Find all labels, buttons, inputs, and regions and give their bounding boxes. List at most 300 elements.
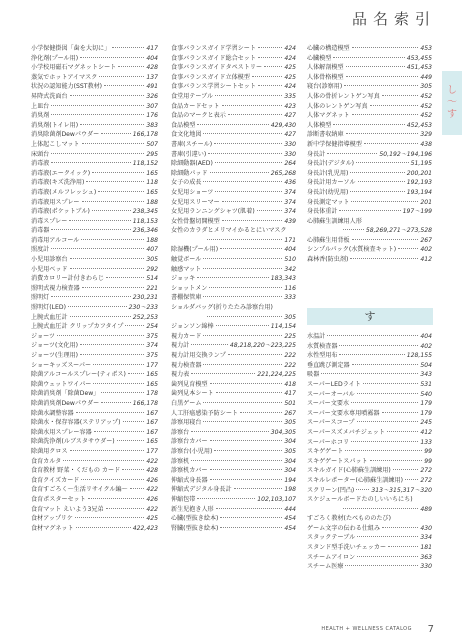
entry-page: 102,103,107 — [257, 495, 296, 503]
entry-term: 診察用寝台 — [171, 419, 202, 427]
entry-page: 426 — [146, 495, 158, 503]
leader-dots — [128, 373, 144, 374]
entry-page: 118 — [146, 179, 158, 187]
index-entry — [31, 140, 158, 150]
entry-page: 436 — [284, 179, 296, 187]
index-entry — [171, 207, 296, 217]
leader-dots — [370, 105, 419, 106]
entry-page: 404 — [284, 246, 296, 254]
index-entry — [31, 485, 158, 495]
entry-page: 222 — [284, 361, 296, 369]
index-entry — [31, 341, 158, 351]
entry-page: 116 — [284, 284, 296, 292]
index-entry — [171, 150, 296, 160]
leader-dots — [197, 124, 268, 125]
index-column-2 — [171, 44, 296, 533]
leader-dots — [343, 229, 364, 230]
index-entry — [31, 102, 158, 112]
index-entry — [171, 437, 296, 447]
entry-page: 335 — [284, 92, 296, 100]
entry-page: 133 — [420, 438, 432, 446]
entry-page: 179 — [420, 409, 432, 417]
entry-page: 342 — [284, 265, 296, 273]
entry-term: 診察台カバー — [171, 438, 208, 446]
leader-dots — [215, 95, 282, 96]
entry-term: 身長計(デジタル) — [307, 160, 355, 168]
entry-term: 食事バランスガイド学習シート — [171, 45, 256, 52]
leader-dots — [203, 133, 282, 134]
leader-dots — [339, 354, 404, 355]
entry-page: 265,268 — [270, 169, 296, 177]
leader-dots — [216, 508, 283, 509]
leader-dots — [51, 229, 131, 230]
leader-dots — [112, 47, 144, 48]
entry-term: 除湿機(プール用) — [171, 246, 219, 254]
index-entry — [307, 562, 432, 572]
entry-page: 99 — [424, 448, 432, 456]
index-entry — [171, 217, 296, 227]
leader-dots — [51, 114, 144, 115]
entry-term: 吸器 — [307, 371, 320, 379]
index-entry — [31, 514, 158, 524]
leader-dots — [123, 421, 145, 422]
entry-term: 消毒液(エークイック) — [31, 169, 91, 177]
entry-term: 浄化剤(プール用) — [31, 54, 79, 62]
entry-page: 418 — [284, 380, 296, 388]
entry-page: 188 — [146, 198, 158, 206]
leader-dots — [357, 536, 418, 537]
index-entry — [307, 543, 432, 553]
leader-dots — [357, 393, 419, 394]
entry-page: 427 — [284, 131, 296, 139]
leader-dots — [351, 441, 418, 442]
entry-term: 歯列見育模型 — [171, 380, 208, 388]
leader-dots — [70, 95, 145, 96]
entry-page: 330 — [284, 140, 296, 148]
index-entry — [31, 159, 158, 169]
entry-term: 食育すごろく〜生活リサイクル編〜 — [31, 486, 128, 494]
entry-term: 食事バランスガイド総合セット — [171, 54, 256, 62]
entry-page: 165 — [146, 371, 158, 379]
leader-dots — [258, 85, 282, 86]
index-entry — [171, 73, 296, 83]
entry-page: 449 — [420, 73, 432, 81]
entry-term: 上体起こしマット — [31, 140, 80, 148]
index-column-3 — [307, 44, 432, 265]
entry-term: スーパーオーバル — [307, 390, 355, 398]
leader-dots — [203, 402, 282, 403]
entry-page: 167 — [146, 419, 158, 427]
leader-dots — [351, 402, 418, 403]
leader-dots — [82, 143, 145, 144]
entry-page: 292 — [146, 265, 158, 273]
entry-page: 428 — [146, 64, 158, 72]
entry-page: 330 — [284, 150, 296, 158]
entry-term: 上皿台 — [31, 102, 50, 110]
entry-page: 417 — [146, 45, 158, 52]
leader-dots — [339, 210, 400, 211]
leader-dots — [117, 440, 145, 441]
index-entry — [307, 447, 432, 457]
leader-dots — [228, 114, 283, 115]
entry-term: 食事バランスガイドタペストリー — [171, 64, 263, 72]
leader-dots — [220, 527, 282, 528]
index-side-tab[interactable] — [442, 71, 462, 135]
entry-term: 消毒スプレー — [31, 217, 68, 225]
entry-term: 照明灯 — [31, 294, 50, 302]
entry-term: 小児用診察台 — [31, 256, 68, 264]
entry-page: 422,423 — [132, 524, 158, 532]
leader-dots — [228, 354, 283, 355]
entry-term: 除菌消臭剤「除菌Dew」 — [31, 390, 100, 398]
index-entry — [171, 476, 296, 486]
entry-term: 照明灯(LED) — [31, 304, 66, 312]
leader-dots — [51, 162, 131, 163]
entry-page: 510 — [284, 256, 296, 264]
leader-dots — [94, 431, 145, 432]
index-entry — [31, 265, 158, 275]
leader-dots — [197, 498, 255, 499]
leader-dots — [207, 316, 282, 317]
entry-page: 167 — [146, 409, 158, 417]
entry-page: 402 — [420, 246, 432, 254]
entry-term: 身長体重計 — [307, 208, 338, 216]
index-entry — [31, 428, 158, 438]
index-entry — [31, 313, 158, 323]
leader-dots — [234, 488, 283, 489]
entry-term: 小学校用磁石マグネットシート — [31, 64, 117, 72]
entry-term: 腎臓(型抜き絵本) — [171, 524, 219, 532]
entry-page: 305 — [420, 83, 432, 91]
index-entry — [31, 409, 158, 419]
entry-term: 心肺蘇生用背板 — [307, 236, 350, 244]
entry-term: 蒸気でホットアイマスク — [31, 73, 98, 81]
page-title: 品名索引 — [351, 10, 436, 28]
entry-page: 383 — [146, 121, 158, 129]
leader-dots — [350, 172, 404, 173]
entry-term: スチーム医療 — [307, 563, 344, 571]
index-entry — [171, 140, 296, 150]
leader-dots — [350, 258, 418, 259]
entry-term: 食堂用テーブル — [171, 92, 214, 100]
leader-dots — [344, 85, 418, 86]
leader-dots — [81, 239, 144, 240]
entry-term: 書庫(スチール) — [171, 140, 213, 148]
index-entry — [171, 54, 296, 64]
leader-dots — [215, 191, 282, 192]
entry-term: 消毒液用スプレー — [31, 198, 80, 206]
leader-dots — [346, 76, 419, 77]
entry-page: 491 — [146, 83, 158, 91]
entry-term: 消毒用アルコール — [31, 236, 80, 244]
entry-page: 176 — [146, 112, 158, 120]
leader-dots — [203, 296, 282, 297]
index-entry — [31, 207, 158, 217]
entry-page: 254 — [146, 323, 158, 331]
entry-term: 消臭剤(トイレ用) — [31, 121, 79, 129]
entry-term: 人体骨格模型 — [307, 73, 344, 81]
leader-dots — [88, 498, 145, 499]
entry-page: 422 — [146, 505, 158, 513]
leader-dots — [350, 191, 404, 192]
entry-term: 食品カードセット — [171, 102, 220, 110]
entry-term: 触覚ボール — [171, 256, 202, 264]
index-entry — [171, 322, 296, 332]
entry-term: 人体マグネット — [307, 112, 350, 120]
entry-term: スタックテーブル — [307, 534, 356, 542]
leader-dots — [69, 220, 130, 221]
entry-term: 女児用ランニングシャツ(肌着) — [171, 208, 255, 216]
entry-term: ジョッキ — [171, 275, 196, 283]
leader-dots — [398, 248, 418, 249]
entry-page: 177 — [146, 447, 158, 455]
entry-term: 歯列見本シート — [171, 390, 214, 398]
index-entry — [171, 188, 296, 198]
index-entry — [171, 399, 296, 409]
leader-dots — [346, 66, 405, 67]
entry-term: 除菌ウェットワイパー — [31, 380, 92, 388]
index-entry — [31, 293, 158, 303]
entry-term: 水性型用布 — [307, 352, 338, 360]
index-entry — [31, 476, 158, 486]
index-entry — [171, 457, 296, 467]
index-entry — [171, 389, 296, 399]
entry-page: 267 — [420, 236, 432, 244]
index-entry — [171, 505, 296, 515]
leader-dots — [51, 248, 144, 249]
leader-dots — [203, 364, 282, 365]
entry-term: 心臓模型 — [307, 54, 332, 62]
index-entry — [171, 198, 296, 208]
entry-page: 178 — [146, 390, 158, 398]
entry-term: スチームアイロン — [307, 553, 356, 561]
index-entry — [31, 361, 158, 371]
index-entry — [31, 370, 158, 380]
entry-page: 272 — [420, 476, 432, 484]
index-entry — [307, 140, 432, 150]
index-entry — [171, 466, 296, 476]
entry-term: 触感マット — [171, 265, 202, 273]
leader-dots — [86, 181, 144, 182]
index-entry — [31, 389, 158, 399]
entry-page: 197〜199 — [402, 208, 432, 216]
index-entry — [171, 341, 296, 351]
entry-term: 伸縮包帯 — [171, 495, 196, 503]
entry-term: ゲーム文字の伝わる仕組み — [307, 524, 381, 532]
entry-term: ジョーツ(文化用) — [31, 342, 79, 350]
leader-dots — [345, 565, 418, 566]
leader-dots — [222, 201, 283, 202]
index-entry — [307, 198, 432, 208]
entry-page: 50,192〜194,196 — [379, 150, 432, 158]
index-entry — [307, 370, 432, 380]
entry-term: 身長計用カーソル — [307, 179, 356, 187]
index-entry — [171, 293, 296, 303]
index-entry — [31, 44, 158, 54]
index-entry — [31, 236, 158, 246]
leader-dots — [203, 268, 282, 269]
index-entry — [307, 418, 432, 428]
index-entry — [171, 255, 296, 265]
index-entry — [31, 178, 158, 188]
leader-dots — [92, 172, 144, 173]
entry-page: 330 — [420, 563, 432, 571]
leader-dots — [80, 124, 144, 125]
index-entry — [307, 82, 432, 92]
leader-dots — [101, 402, 131, 403]
index-entry — [31, 169, 158, 179]
entry-term: 消毒液(ポケットブル) — [31, 208, 90, 216]
index-entry — [307, 524, 432, 534]
leader-dots — [393, 469, 419, 470]
leader-dots — [210, 383, 283, 384]
leader-dots — [209, 287, 282, 288]
entry-page: 374 — [284, 198, 296, 206]
entry-page: 183,343 — [270, 275, 296, 283]
entry-term: スタンド型手洗いチェッカー — [307, 544, 387, 552]
entry-page: 453,455 — [406, 54, 432, 62]
entry-page: 422 — [146, 486, 158, 494]
entry-term: 食育カルタ — [31, 457, 62, 465]
entry-page: 374 — [284, 188, 296, 196]
entry-page: 407 — [146, 246, 158, 254]
entry-term: 身長測定マット — [307, 198, 350, 206]
index-entry — [31, 332, 158, 342]
entry-page: 221,224,225 — [257, 371, 296, 379]
entry-page: 404 — [420, 333, 432, 340]
catalog-brand: HEALTH + WELLNESS CATALOG — [321, 626, 412, 632]
leader-dots — [339, 345, 418, 346]
entry-page: 304,305 — [270, 428, 296, 436]
entry-page: 230〜233 — [128, 304, 158, 312]
entry-page: 304 — [284, 438, 296, 446]
leader-dots — [220, 248, 282, 249]
entry-page: 427 — [284, 112, 296, 120]
index-entry — [307, 236, 432, 246]
entry-page: 272 — [420, 467, 432, 475]
index-entry — [31, 457, 158, 467]
index-entry — [307, 102, 432, 112]
leader-dots — [352, 239, 419, 240]
entry-term: スクリーン(凹凸) — [307, 486, 355, 494]
entry-page: 201 — [420, 198, 432, 206]
leader-dots — [327, 335, 418, 336]
index-entry — [307, 533, 432, 543]
leader-dots — [264, 66, 282, 67]
index-column-1 — [31, 44, 158, 533]
leader-dots — [321, 373, 418, 374]
index-entry — [31, 322, 158, 332]
entry-term: スーパースズメバチジェット — [307, 428, 385, 436]
leader-dots — [363, 383, 419, 384]
leader-dots — [70, 268, 145, 269]
entry-page: 540 — [420, 390, 432, 398]
leader-dots — [382, 95, 419, 96]
entry-page: 192,193 — [406, 179, 432, 187]
index-entry — [31, 255, 158, 265]
entry-term: 食育ポスターセット — [31, 495, 86, 503]
leader-dots — [222, 220, 283, 221]
entry-page: 429,430 — [270, 121, 296, 129]
entry-page: 245 — [420, 419, 432, 427]
entry-term: 人体解剖模型 — [307, 64, 344, 72]
leader-dots — [106, 277, 144, 278]
index-entry — [171, 409, 296, 419]
index-entry — [307, 245, 432, 255]
entry-term: 除菌水用スプレー容器 — [31, 428, 92, 436]
entry-term: 消毒液(キズ洗浄用) — [31, 179, 85, 187]
index-entry — [31, 198, 158, 208]
leader-dots — [382, 527, 418, 528]
leader-dots — [191, 373, 255, 374]
entry-term: スキルガイド(心肺蘇生訓練用) — [307, 467, 391, 475]
entry-page: 452 — [420, 112, 432, 120]
leader-dots — [101, 392, 144, 393]
leader-dots — [210, 172, 269, 173]
entry-page: 137 — [146, 73, 158, 81]
entry-page: 236,346 — [132, 227, 158, 235]
entry-term: 白黒ゲーム — [171, 399, 202, 407]
entry-term: 食材アップリケ — [31, 515, 73, 523]
entry-term: 消臭除菌剤Dewパウダー — [31, 131, 100, 139]
entry-page: 343 — [420, 371, 432, 379]
entry-page: 221 — [146, 284, 158, 292]
leader-dots — [370, 460, 423, 461]
index-entry — [171, 130, 296, 140]
index-entry — [171, 236, 296, 246]
entry-term: 診察台(小児用) — [171, 447, 213, 455]
index-entry — [307, 92, 432, 102]
leader-dots — [99, 76, 144, 77]
entry-term: 視力計用交換ランプ — [171, 352, 226, 359]
leader-dots — [352, 114, 419, 115]
leader-dots — [51, 153, 144, 154]
entry-page: 374 — [146, 342, 158, 350]
index-entry — [307, 380, 432, 390]
index-entry — [171, 159, 296, 169]
entry-page: 514 — [146, 275, 158, 283]
entry-page: 225 — [284, 332, 296, 340]
leader-dots — [93, 383, 144, 384]
index-entry — [307, 505, 432, 515]
index-entry — [31, 351, 158, 361]
entry-term: 除菌洗浄剤(ルブスタサウダー) — [31, 438, 115, 446]
index-entry — [171, 226, 296, 236]
entry-term: 身長計(乳児用) — [307, 169, 349, 177]
leader-dots — [80, 354, 144, 355]
index-entry — [171, 351, 296, 361]
entry-page: 181 — [420, 544, 432, 552]
index-entry — [31, 130, 158, 140]
entry-term: ジョンソン綿棒 — [171, 323, 214, 331]
entry-page: 425 — [284, 73, 296, 81]
index-entry — [31, 54, 158, 64]
leader-dots — [220, 517, 282, 518]
entry-term: 消毒液(メルフレッシュ) — [31, 188, 97, 196]
leader-dots — [210, 440, 283, 441]
index-entry — [307, 553, 432, 563]
entry-term: スキゲゲート — [307, 448, 344, 456]
entry-page: 438 — [420, 140, 432, 148]
entry-term: スケジュールボードたのしいいちにち) — [307, 496, 413, 504]
entry-page: 453 — [420, 45, 432, 52]
index-entry — [31, 63, 158, 73]
entry-page: 188 — [146, 236, 158, 244]
entry-term: ジョーツ — [31, 332, 56, 340]
entry-term: 食育教材 野菜・くだもの カード — [31, 467, 121, 475]
entry-term: 書棚保管庫 — [171, 294, 202, 302]
entry-page: 333 — [284, 294, 296, 302]
